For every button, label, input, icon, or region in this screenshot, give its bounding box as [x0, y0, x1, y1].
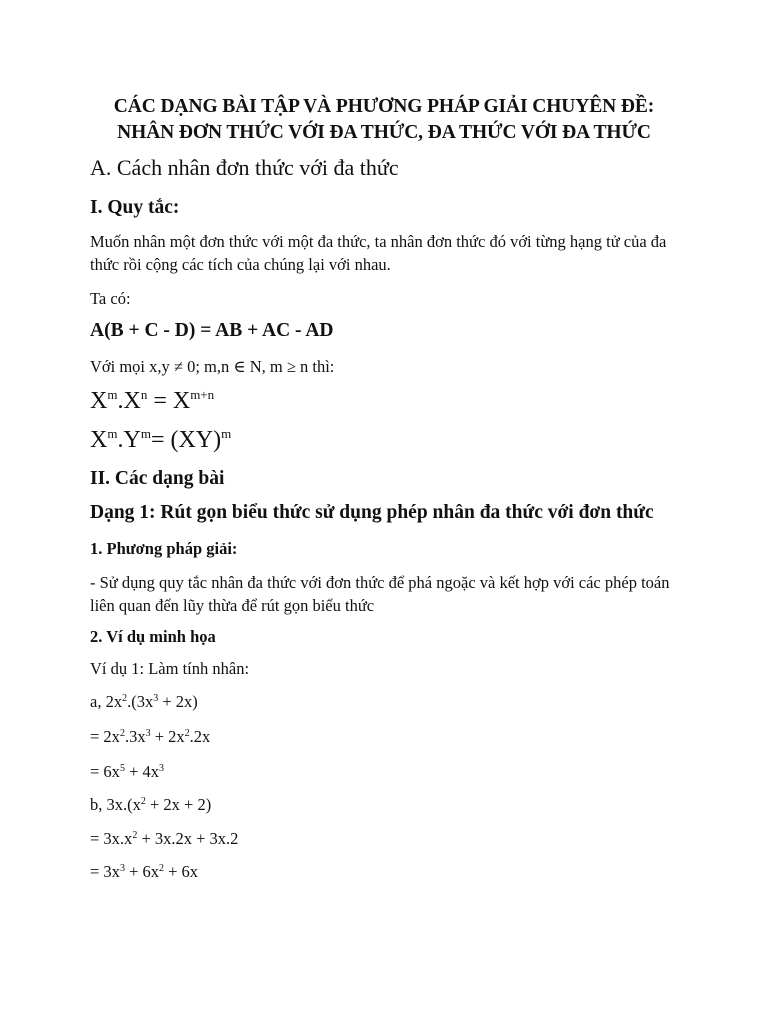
- distributive-formula: A(B + C - D) = AB + AC - AD: [90, 320, 334, 341]
- exponent: 2: [184, 728, 190, 739]
- power-of-product-formula: $X^m.Y^m= (XY)^m$: [90, 426, 232, 453]
- method-heading: 1. Phương pháp giải:: [90, 539, 238, 558]
- exponent: 2: [122, 693, 128, 704]
- expression-text: a, 2x: [90, 692, 123, 711]
- exponent: 3: [145, 728, 151, 739]
- types-heading: II. Các dạng bài: [90, 468, 225, 489]
- expression-text: .3x: [124, 727, 146, 746]
- condition-text: Với mọi x,y ≠ 0; m,n ∈ N, m ≥ n thì:: [90, 357, 335, 376]
- example-line: [90, 795, 211, 815]
- expression-text: + 2x + 2): [145, 795, 212, 814]
- expression-text: .2x: [189, 727, 211, 746]
- expression-text: + 6x: [164, 862, 199, 881]
- example-line: [90, 692, 198, 712]
- example-line: [90, 829, 238, 849]
- type-1-heading: Dạng 1: Rút gọn biểu thức sử dụng phép nhân đa thức với đơn thức: [90, 502, 654, 523]
- exponent: 2: [159, 863, 164, 874]
- exponent: 3: [119, 863, 125, 874]
- exponent: 3: [159, 763, 164, 774]
- expression-text: = 3x: [90, 862, 120, 881]
- rule-heading: I. Quy tắc:: [90, 197, 180, 218]
- expression-text: = 6x: [90, 762, 120, 781]
- exponent: 2: [119, 728, 125, 739]
- expression-text: + 2x: [150, 727, 185, 746]
- expression-text: + 4x: [124, 762, 159, 781]
- exponent: 2: [140, 796, 146, 807]
- expression-text: b, 3x.(x: [90, 795, 141, 814]
- expression-text: = 3x.x: [90, 829, 133, 848]
- rule-paragraph: Muốn nhân một đơn thức với một đa thức, ta nhân đơn thức đó với từng hạng tử của đa thức rồi cộng các tích của chúng lại với nhau.: [90, 232, 667, 274]
- expression-text: + 3x.2x + 3x.2: [137, 829, 239, 848]
- section-a-heading: A. Cách nhân đơn thức với đa thức: [90, 155, 399, 180]
- expression-text: + 2x): [158, 692, 198, 711]
- title-line-2: NHÂN ĐƠN THỨC VỚI ĐA THỨC, ĐA THỨC VỚI ĐA THỨC: [117, 122, 651, 143]
- ta-co-text: Ta có:: [90, 289, 131, 308]
- expression-text: = 2x: [90, 727, 120, 746]
- title-line-1: CÁC DẠNG BÀI TẬP VÀ PHƯƠNG PHÁP GIẢI CHUYÊN ĐỀ:: [113, 96, 655, 117]
- example-heading: 2. Ví dụ minh họa: [90, 627, 216, 646]
- expression-text: + 6x: [124, 862, 159, 881]
- exponent: 5: [119, 763, 125, 774]
- power-product-formula: $X^m.X^n = X^{m+n}$: [90, 387, 215, 414]
- example-line: [90, 762, 164, 782]
- example-line: [90, 727, 210, 747]
- example-line: [90, 862, 198, 882]
- exponent: 2: [132, 830, 138, 841]
- expression-text: .(3x: [127, 692, 154, 711]
- method-paragraph: - Sử dụng quy tắc nhân đa thức với đơn thức để phá ngoặc và kết hợp với các phép toán liên quan đến lũy thừa để rút gọn biểu thức: [90, 573, 670, 615]
- exponent: 3: [153, 693, 159, 704]
- example-1-label: Ví dụ 1: Làm tính nhân:: [90, 659, 250, 678]
